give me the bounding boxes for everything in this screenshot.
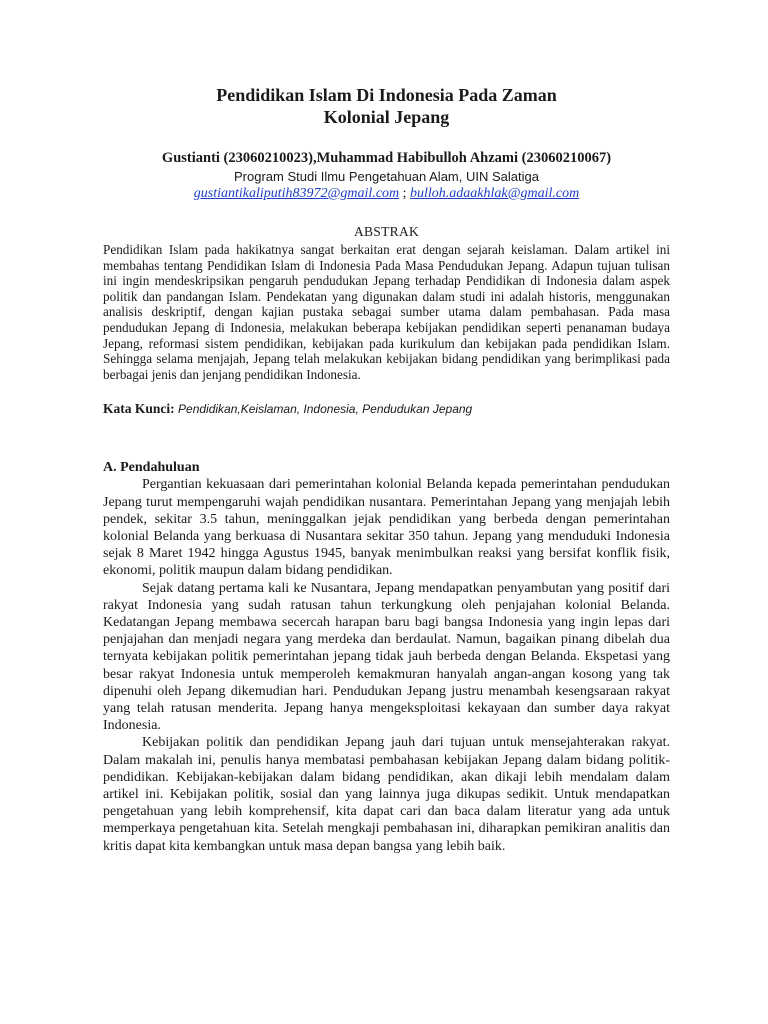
paper-title	[103, 84, 670, 128]
section-heading-pendahuluan: A. Pendahuluan	[103, 460, 200, 476]
author-list: Gustianti (23060210023),Muhammad Habibulloh Ahzami (23060210067)	[161, 150, 612, 166]
abstract-heading: ABSTRAK	[353, 224, 420, 239]
abstract-text: Pendidikan Islam pada hakikatnya sangat berkaitan erat dengan sejarah keislaman. Dalam artikel ini membahas tentang Pendidikan Islam di Indonesia Pada Masa Pendudukan Jepang. Adapun tujuan tulisan ini ingin mendeskripsikan pengaruh pendudukan Jepang terhadap Pendidikan di Indonesia dalam aspek politik dan pandangan Islam. Pendekatan yang digunakan dalam studi ini adalah historis, menggunakan analisis deskriptif, dengan kajian pustaka sebagai sumber utama dalam pembahasan. Pada masa pendudukan Jepang di Indonesia, melakukan beberapa kebijakan pendidikan seperti penanaman budaya Jepang, reformasi sistem pendidikan, kebijakan pada kurikulum dan kebijakan pada pendidikan Islam. Sehingga selama menjajah, Jepang telah melakukan kebijakan bidang pendidikan yang berimplikasi pada berbagai jenis dan jenjang pendidikan Indonesia.	[103, 242, 670, 382]
body-paragraph-1: Pergantian kekuasaan dari pemerintahan kolonial Belanda kepada pemerintahan pendudukan Jepang turut mempengaruhi wajah pendidikan nusantara. Pemerintahan Jepang yang menjajah lebih pendek, sekitar 3.5 tahun, meninggalkan jejak pendidikan yang berbeda dengan pemerintahan kolonial Belanda yang berkuasa di Nusantara sekitar 350 tahun. Jepang yang menduduki Indonesia sejak 8 Maret 1942 hingga Agustus 1945, banyak menimbulkan reaksi yang bersifat konflik fisik, ekonomi, politik maupun dalam bidang pendidikan.	[103, 477, 670, 579]
title-line-1: Pendidikan Islam Di Indonesia Pada Zaman	[216, 85, 557, 105]
author-emails	[103, 185, 670, 202]
keywords	[103, 401, 670, 417]
email-link-1[interactable]: gustiantikaliputih83972@gmail.com	[193, 186, 400, 201]
keywords-label: Kata Kunci:	[103, 401, 175, 417]
body-paragraph-2: Sejak datang pertama kali ke Nusantara, Jepang mendapatkan penyambutan yang positif dari rakyat Indonesia yang sudah ratusan tahun terkungkung oleh penjajahan kolonial Belanda. Kedatangan Jepang membawa secercah harapan baru bagi bangsa Indonesia yang ingin lepas dari penjajahan dan menjadi negara yang merdeka dan berdaulat. Namun, bagaikan pinang dibelah dua ternyata kebijakan politik pemerintahan jepang tidak jauh berbeda dengan Belanda. Ekspetasi yang besar rakyat Indonesia untuk memperoleh kemakmuran hanyalah angan-angan kosong yang tak dipenuhi oleh Jepang dikemudian hari. Pendudukan Jepang justru menambah kesengsaraan rakyat yang telah ratusan menderita. Jepang hanya mengeksploitasi kekayaan dan sumber daya rakyat Indonesia.	[103, 580, 670, 734]
email-separator: ;	[399, 186, 411, 201]
keywords-value: Pendidikan,Keislaman, Indonesia, Pendudukan Jepang	[178, 402, 473, 417]
affiliation: Program Studi Ilmu Pengetahuan Alam, UIN Salatiga	[234, 169, 539, 184]
body-paragraph-3: Kebijakan politik dan pendidikan Jepang jauh dari tujuan untuk mensejahterakan rakyat. Dalam makalah ini, penulis hanya membatasi pembahasan kebijakan Jepang dalam bidang politik-pendidikan. Kebijakan-kebijakan dalam bidang pendidikan, akan dikaji lebih mendalam dalam artikel ini. Kebijakan politik, sosial dan yang lainnya juga dikupas sedikit. Untuk mendapatkan pengetahuan yang lebih komprehensif, kita dapat cari dan baca dalam literatur yang ada untuk memperkaya pengetahuan kita. Setelah mengkaji pembahasan ini, diharapkan pemikiran analitis dan kritis dapat kita kembangkan untuk masa depan bangsa yang lebih baik.	[103, 735, 670, 854]
title-line-2: Kolonial Jepang	[323, 107, 450, 127]
email-link-2[interactable]: bulloh.adaakhlak@gmail.com	[410, 186, 580, 201]
